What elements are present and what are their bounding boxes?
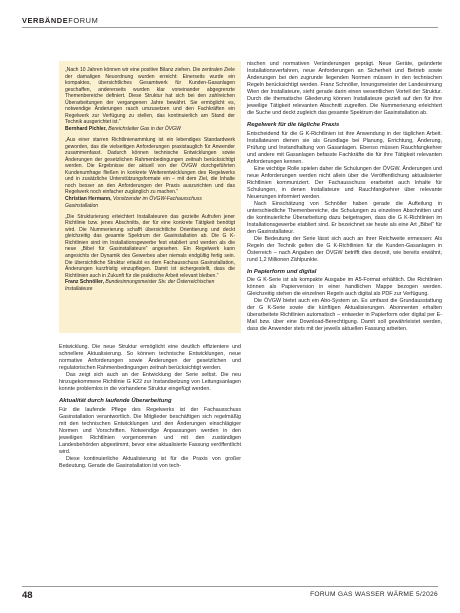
quote-author: Christian Hermann,: [65, 195, 112, 202]
body-paragraph: Für die laufende Pflege des Regelwerks ist der Fachausschuss Gasinstallation verantwortlich. Die Mitglieder beschäftigen sich regelmäßig mit den technischen Entwicklungen und den Änderungen einschlägiger Normen und Vorschriften. Notwendige Anpassungen werden in den jeweiligen Richtlinien vorgenommen und mit den zuständigen Landesbehörden abgestimmt, bevor eine aktualisierte Fassung veröffentlicht wird.: [59, 406, 241, 455]
page-number: 48: [22, 590, 33, 601]
quote-author-role: Vorsitzender im ÖVGW-Fachausschuss Gasinstallation: [65, 195, 202, 209]
section-header-light: FORUM: [68, 16, 99, 25]
article-column-right: [247, 61, 442, 333]
publication-info: FORUM GAS WASSER WÄRME 5/2026: [310, 591, 438, 598]
body-paragraph: nischen und normativen Veränderungen geprägt. Neue Geräte, geänderte Installationsverfahren, neue Anforderungen an Sicherheit und Betrieb sowie Änderungen bei den zugrunde liegenden Normen müssen in den technischen Regeln berücksichtigt werden. Franz Schnöller, Innungsmeister der Landesinnung Wien der Installateure, sieht gerade darin einen wesentlichen Vorteil der Struktur. Durch die thematische Gliederung können Installateure gezielt auf den für ihre jeweilige Tätigkeit relevanten Abschnitt zugreifen. Die Nummerierung erleichtert die Suche und deckt zugleich das gesamte Spektrum der Gasinstallation ab.: [247, 61, 442, 117]
body-paragraph: Diese kontinuierliche Aktualisierung ist für die Praxis von großer Bedeutung. Gerade die Gasinstallation ist von tech-: [59, 455, 241, 469]
section-header: [22, 16, 98, 25]
body-paragraph: Die G K-Serie ist als kompakte Ausgabe im A5-Format erhältlich. Die Richtlinien können als Papierversion in einer handlichen Mappe bezogen werden. Gleichzeitig stehen die einzelnen Regeln auch digital als PDF zur Verfügung.: [247, 277, 442, 298]
quote-box: [59, 61, 241, 333]
quote-text: „Nach 10 Jahren können wir eine positive Bilanz ziehen. Die zentralen Ziele der damaligen Neuordnung wurden erreicht: Einerseits wurde ein kompaktes, übersichtliches Gesamtwerk für Kunden-Gasanlagen geschaffen, andererseits wurden klar voneinander abgegrenzte Themenbereiche definiert. Diese Struktur hat sich bei den zahlreichen Überarbeitungen der vergangenen Jahre bewährt. Sie ermöglicht es, notwendige Änderungen rasch umzusetzen und den Fachkräften ein Regelwerk zur Verfügung zu stellen, das kontinuierlich am Stand der Technik ausgerichtet ist.“: [65, 67, 235, 126]
body-paragraph: Nach Einschätzung von Schnöller haben gerade die Aufteilung in unterschiedliche Themenbereiche, die Schulungen zu einzelnen Abschnitten und die kontinuierliche Überarbeitung dazu beigetragen, dass die G K-Richtlinien im Installationsgewerbe etabliert sind. Er bezeichnet sie heute als eine Art „Bibel“ für den Gasinstallateur.: [247, 200, 442, 235]
quote-attribution: [65, 196, 235, 209]
quote-author: Bernhard Pichler,: [65, 125, 107, 132]
subheading: In Papierform und digital: [247, 268, 317, 275]
body-paragraph: Eine wichtige Rolle spielen daher die Schulungen der ÖVGW. Änderungen und neue Anforderungen werden nicht allein über die Veröffentlichung aktualisierter Richtlinien kommuniziert. Der Fachausschuss erarbeitet auch Inhalte für Schulungen, in denen Installateure und Rauchfangkehrer über relevante Neuerungen informiert werden.: [247, 165, 442, 200]
subheading: Regelwerk für die tägliche Praxis: [247, 122, 340, 129]
body-paragraph: Entscheidend für die G K-Richtlinien ist ihre Anwendung in der täglichen Arbeit. Installateuren dienen sie als Grundlage bei Planung, Errichtung, Änderung, Prüfung und Instandhaltung von Gasanlagen. Ebenso müssen Rauchfangkehrer und andere mit Gasanlagen befasste Fachkräfte die für ihre Tätigkeit relevanten Anforderungen kennen.: [247, 130, 442, 165]
body-paragraph: Die ÖVGW bietet auch ein Abo-System an. Es umfasst die Grundausstattung der G K-Serie sowie die künftigen Aktualisierungen. Abonnenten erhalten überarbeitete Richtlinien automatisch – entweder in Papierform oder digital per E-Mail bzw. über eine Download-Berechtigung. Damit soll gewährleistet werden, dass die Anwender stets mit der jeweils aktuellen Fassung arbeiten.: [247, 298, 442, 333]
body-paragraph: Die Bedeutung der Serie lässt sich auch an ihrer Reichweite ermessen: Als Regeln der Technik gelten die G K-Richtlinien für die Kunden-Gasanlagen in Österreich – nach Angaben der ÖVGW betrifft dies derzeit, wie bereits erwähnt, rund 1,2 Millionen Zählpunkte.: [247, 235, 442, 263]
body-paragraph: Das zeigt sich auch an der Entwicklung der Serie selbst. Die neu hinzugekommene Richtlinie G K22 zur Instandsetzung von Leitungsanlagen konnte problemlos in die vorhandene Struktur eingefügt werden.: [59, 372, 241, 393]
quote-author: Franz Schnöller,: [65, 279, 104, 286]
subheading: Aktualität durch laufende Überarbeitung: [59, 398, 172, 405]
quote-text: „Die Strukturierung erleichtert Installateuren das gezielte Aufrufen jener Richtlinie bzw. jenes Abschnitts, der für eine konkrete Tätigkeit benötigt wird. Die Nummerierung schafft übersichtliche Orientierung und deckt gleichzeitig das gesamte Spektrum der Gasinstallation ab. Die G K-Richtlinien sind im Installationsgewerbe fest etabliert und werden als die neue „Bibel für Gasinstallateure“ angesehen. Ein Regelwerk kann angesichts der Dynamik des Gewerbes aber niemals endgültig fertig sein. Die übersichtliche Struktur erlaubt es dem Fachausschuss Gasinstallation, Änderungen kurzfristig einzupflegen. Damit ist sichergestellt, dass die Richtlinien auch in Zukunft für die praktische Arbeit relevant bleiben.“: [65, 213, 235, 279]
footer-divider: [22, 586, 438, 587]
quote-text: „Aus einer starren Richtlinienammlung ist ein lebendiges Standardwerk geworden, das die vielseitigen Anforderungen praxistauglich für Anwender zusammenfasst. Dadurch können technische Entwicklungen sowie Änderungen der gesetzlichen Rahmenbedingungen zeitnah berücksichtigt werden. Die Ergebnisse der aktuell von der ÖVGW durchgeführten Kundenumfrage fließen in konkrete Weiterentwicklungen des Regelwerks und in zusätzliche Unterstützungsformate ein – mit dem Ziel, die Inhalte noch besser an den Anforderungen der Praxis auszurichten und das Regelwerk noch einfacher zugänglich zu machen.“: [65, 137, 235, 196]
body-paragraph: Entwicklung. Die neue Struktur ermöglicht eine deutlich effizientere und schnellere Aktualisierung. So können technische Entwicklungen, neue normative Anforderungen sowie Änderungen der gesetzlichen und regulatorischen Rahmenbedingungen zeitnah berücksichtigt werden.: [59, 344, 241, 372]
quote-author-role: Bundesinnungsmeister Stv. der Österreichischen Installateure: [65, 279, 215, 292]
section-header-bold: VERBÄNDE: [22, 16, 69, 25]
quote-attribution: [65, 126, 235, 133]
quote-author-role: Bereichsleiter Gas in der ÖVGW: [106, 125, 181, 132]
quote-attribution: [65, 279, 235, 292]
article-column-left: [59, 344, 241, 470]
header-divider: [22, 27, 438, 28]
